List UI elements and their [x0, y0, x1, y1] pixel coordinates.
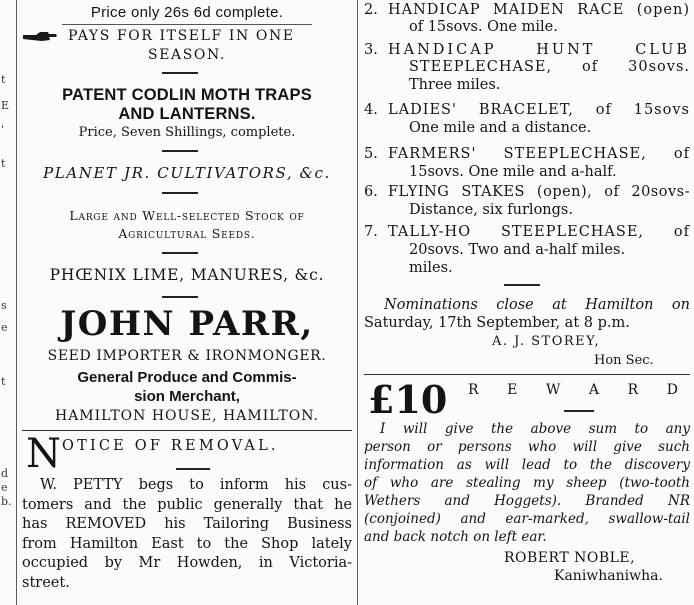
race-detail: One mile and a distance. — [409, 120, 592, 136]
secretary-name: A. J. STOREY, — [492, 334, 601, 349]
removal-notice-text — [22, 476, 352, 593]
reward-line: Wethers and Hoggets). Branded NR — [364, 493, 690, 509]
pointing-hand-icon — [22, 30, 58, 44]
reward-line: person or persons who will give such — [364, 439, 690, 455]
removal-line: W. PETTY begs to inform his cus- — [40, 477, 352, 493]
hamilton-house-line: HAMILTON HOUSE, HAMILTON. — [54, 408, 319, 424]
notice-title: OTICE OF REMOVAL. — [62, 438, 279, 454]
column-rule-left — [16, 0, 17, 605]
race-number: 5. — [364, 146, 378, 162]
separator — [162, 296, 198, 298]
race-title: LADIES' BRACELET, of 15sovs — [388, 102, 690, 118]
separator — [162, 150, 198, 152]
separator — [176, 468, 210, 470]
pays-block — [22, 28, 352, 64]
race-title: HANDICAP HUNT CLUB — [388, 42, 690, 58]
lanterns-heading: AND LANTERNS. — [118, 105, 256, 123]
column-rule-middle — [357, 0, 358, 605]
nominations-text — [364, 296, 690, 332]
race-detail: 20sovs. Two and a-half miles. — [409, 242, 626, 258]
race-item — [364, 146, 690, 182]
race-detail: of 15sovs. One mile. — [409, 19, 558, 35]
produce-line-2: sion Merchant, — [134, 388, 240, 405]
race-title: FARMERS' STEEPLECHASE, of — [388, 146, 690, 162]
reward-line: I will give the above sum to any — [380, 421, 690, 437]
race-item — [364, 42, 690, 96]
gutter-char: e — [1, 481, 8, 494]
removal-line: occupied by Mr Howden, in Victoria- — [22, 555, 352, 571]
gutter-char: E — [1, 99, 10, 112]
separator — [162, 72, 198, 74]
reward-place: Kaniwhaniwha. — [554, 568, 663, 584]
gutter-char: ' — [1, 123, 5, 136]
phoenix-line: PHŒNIX LIME, MANURES, &c. — [49, 266, 325, 284]
gutter-char: t — [1, 73, 6, 86]
removal-line: from Hamilton East to the Shop lately — [22, 535, 352, 552]
race-number: 4. — [364, 102, 378, 118]
gutter-char: t — [1, 375, 6, 388]
produce-line-1: General Produce and Commis- — [77, 369, 297, 386]
moth-traps-heading: PATENT CODLIN MOTH TRAPS — [62, 86, 312, 104]
section-rule — [364, 374, 690, 375]
separator — [162, 252, 198, 254]
gutter-char: t — [1, 157, 6, 170]
reward-amount: £10 — [368, 377, 448, 422]
planet-jr-line: PLANET JR. CULTIVATORS, &c. — [43, 164, 331, 182]
race-detail: Distance, six furlongs. — [409, 202, 573, 218]
reward-line: (conjoined) and ear-marked, swallow-tail — [364, 511, 690, 527]
moth-price: Price, Seven Shillings, complete. — [78, 125, 296, 140]
gutter-char: e — [1, 321, 8, 334]
stock-line-1: Large and Well-selected Stock of — [69, 208, 305, 223]
separator — [162, 192, 198, 194]
race-title: HANDICAP MAIDEN RACE (open) — [388, 2, 690, 18]
removal-line: street. — [22, 574, 70, 591]
reward-title: R E W A R D — [468, 382, 680, 398]
race-item — [364, 224, 690, 278]
race-item — [364, 102, 690, 138]
reward-line: information as will lead to the discovery — [364, 457, 690, 473]
nominations-line: Nominations close at Hamilton on — [384, 297, 690, 313]
race-number: 7. — [364, 224, 378, 240]
removal-line: tomers and the public generally that he — [22, 496, 352, 513]
left-gutter-fragments — [0, 0, 14, 605]
reward-line: and back notch on left ear. — [364, 529, 547, 545]
race-number: 3. — [364, 42, 378, 58]
reward-text — [364, 420, 690, 546]
race-detail: STEEPLECHASE, of 30sovs. — [409, 59, 690, 75]
separator — [564, 410, 594, 412]
merchant-name: JOHN PARR, — [60, 304, 314, 344]
notice-heading — [22, 431, 352, 478]
stock-line-2: Agricultural Seeds. — [118, 226, 256, 241]
race-item — [364, 184, 690, 220]
race-detail: miles. — [409, 260, 453, 276]
secretary-title: Hon Sec. — [594, 353, 654, 368]
race-title: FLYING STAKES (open), of 20sovs- — [388, 184, 690, 200]
gutter-char: d — [1, 467, 9, 480]
race-detail: 15sovs. One mile and a-half. — [409, 164, 617, 180]
price-underline — [62, 24, 312, 25]
nominations-line: Saturday, 17th September, at 8 p.m. — [364, 315, 630, 331]
removal-line: has REMOVED his Tailoring Business — [22, 516, 352, 532]
gutter-char: b. — [1, 495, 12, 508]
gutter-char: s — [1, 299, 7, 312]
race-detail: Three miles. — [409, 77, 501, 93]
reward-line: of who are stealing my sheep (two-tooth — [364, 475, 690, 491]
notice-drop-cap: N — [26, 431, 61, 477]
season-line: SEASON. — [148, 47, 226, 63]
race-item — [364, 2, 690, 38]
pays-line: PAYS FOR ITSELF IN ONE — [68, 28, 295, 44]
race-number: 6. — [364, 184, 378, 200]
seed-importer-line: SEED IMPORTER & IRONMONGER. — [47, 348, 327, 364]
separator — [504, 284, 540, 286]
reward-signer: ROBERT NOBLE, — [504, 550, 636, 566]
section-rule — [22, 430, 352, 431]
race-number: 2. — [364, 2, 378, 18]
race-title: TALLY-HO STEEPLECHASE, of — [388, 224, 690, 240]
price-line: Price only 26s 6d complete. — [90, 4, 284, 21]
